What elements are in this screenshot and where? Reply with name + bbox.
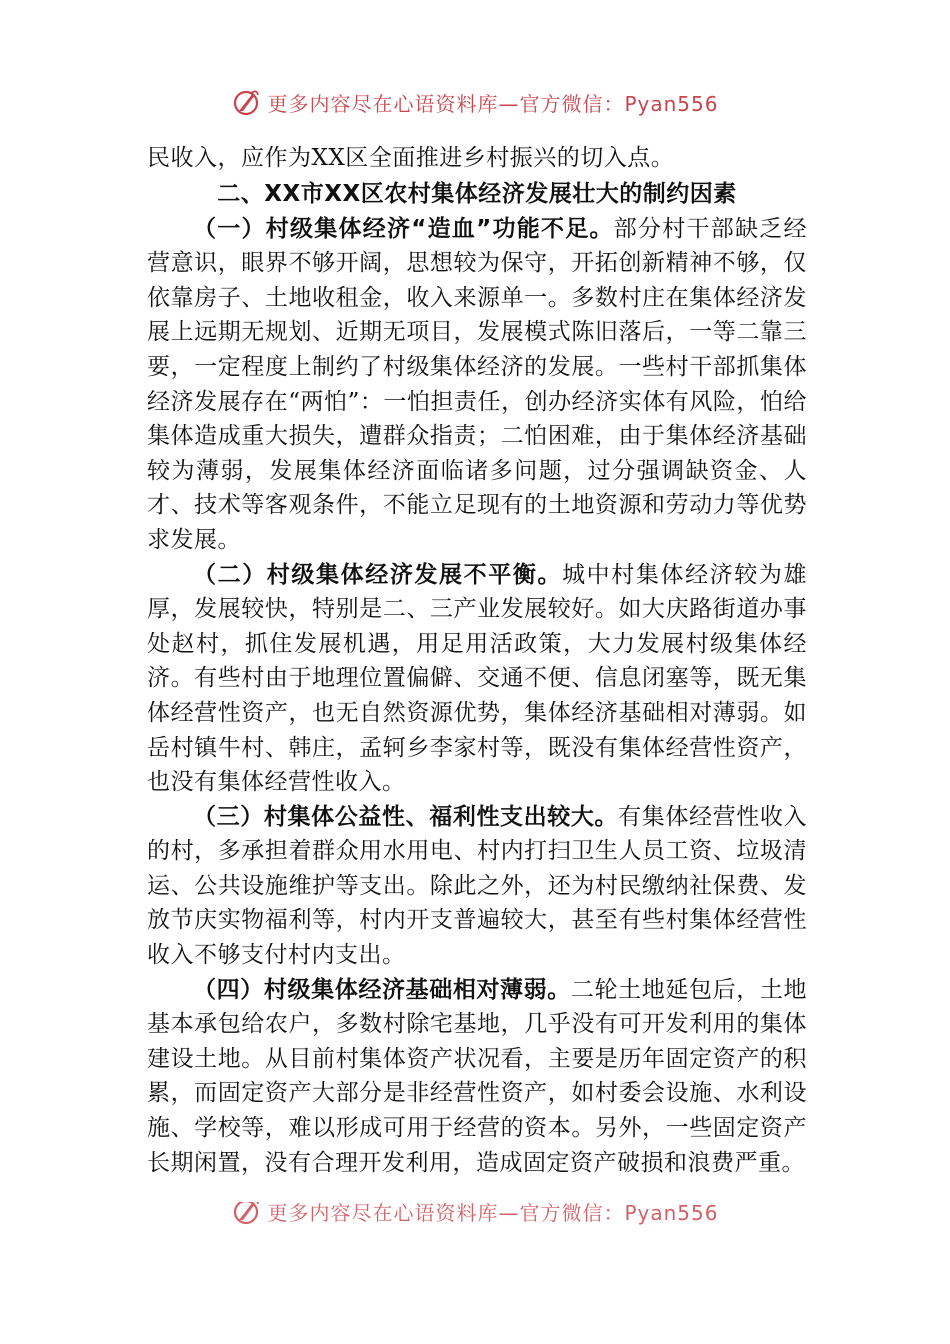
quill-logo-icon [231, 1202, 261, 1226]
watermark-text: 更多内容尽在心语资料库—官方微信：Pyan556 [267, 1202, 719, 1225]
document-body [147, 141, 807, 1180]
paragraph-3 [147, 800, 807, 973]
paragraph-3-body: 有集体经营性收入的村，多承担着群众用水用电、村内打扫卫生人员工资、垃圾清运、公共设施维护等支出。除此之外，还为村民缴纳社保费、发放节庆实物福利等，村内开支普遍较大，甚至有些村集体经营性收入不够支付村内支出。 [147, 803, 808, 969]
intro-fragment: 民收入，应作为XX区全面推进乡村振兴的切入点。 [147, 145, 675, 171]
paragraph-2 [147, 558, 807, 800]
paragraph-4 [147, 973, 807, 1181]
paragraph-3-heading: （三）村集体公益性、福利性支出较大。 [193, 803, 619, 830]
paragraph-1 [147, 212, 807, 558]
quill-logo-icon [231, 87, 261, 117]
watermark-header [0, 82, 950, 122]
paragraph-4-heading: （四）村级集体经济基础相对薄弱。 [193, 976, 571, 1003]
section-title: 二、XX市XX区农村集体经济发展壮大的制约因素 [217, 180, 737, 207]
paragraph-2-body: 城中村集体经济较为雄厚，发展较快，特别是二、三产业发展较好。如大庆路街道办事处赵村，抓住发展机遇，用足用活政策，大力发展村级集体经济。有些村由于地理位置偏僻、交通不便、信息闭塞等，既无集体经营性资产，也无自然资源优势，集体经济基础相对薄弱。如岳村镇牛村、韩庄，孟轲乡李家村等，既没有集体经营性资产，也没有集体经营性收入。 [147, 561, 808, 796]
paragraph-1-body: 部分村干部缺乏经营意识，眼界不够开阔，思想较为保守，开拓创新精神不够，仅依靠房子、土地收租金，收入来源单一。多数村庄在集体经济发展上远期无规划、近期无项目，发展模式陈旧落后，一等二靠三要，一定程度上制约了村级集体经济的发展。一些村干部抓集体经济发展存在“两怕”：一怕担责任，创办经济实体有风险，怕给集体造成重大损失，遭群众指责；二怕困难，由于集体经济基础较为薄弱，发展集体经济面临诸多问题，过分强调缺资金、人才、技术等客观条件，不能立足现有的土地资源和劳动力等优势求发展。 [147, 215, 808, 553]
paragraph-2-heading: （二）村级集体经济发展不平衡。 [193, 561, 563, 588]
watermark-footer [0, 1202, 950, 1236]
watermark-text: 更多内容尽在心语资料库—官方微信：Pyan556 [267, 91, 719, 116]
paragraph-4-body: 二轮土地延包后，土地基本承包给农户，多数村除宅基地，几乎没有可开发利用的集体建设土地。从目前村集体资产状况看，主要是历年固定资产的积累，而固定资产大部分是非经营性资产，如村委会设施、水利设施、学校等，难以形成可用于经营的资本。另外，一些固定资产长期闲置，没有合理开发利用，造成固定资产破损和浪费严重。 [147, 976, 808, 1176]
paragraph-1-heading: （一）村级集体经济“造血”功能不足。 [193, 215, 614, 242]
